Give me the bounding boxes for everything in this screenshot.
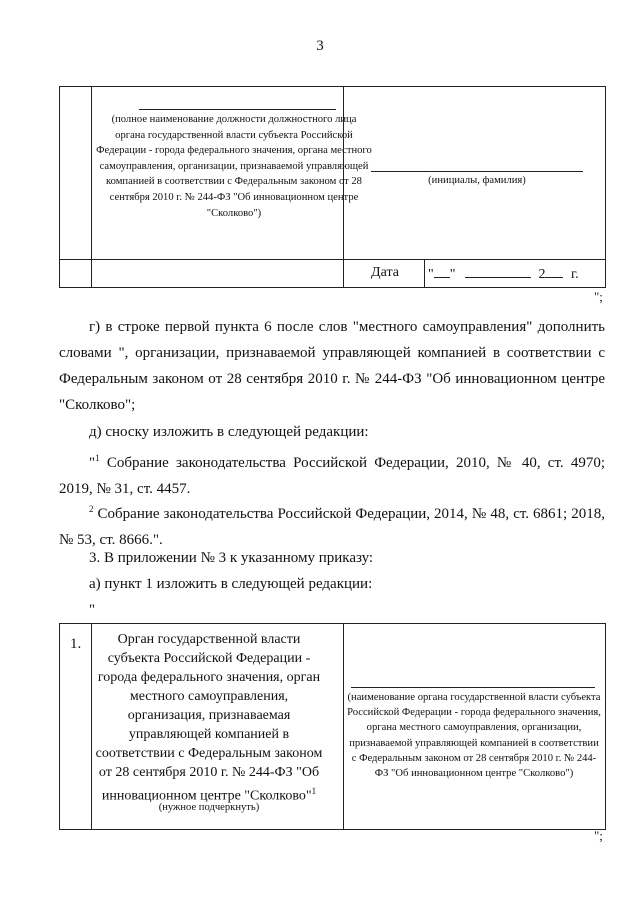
organization-name-line xyxy=(351,687,595,688)
organization-footnote-mark: 1 xyxy=(311,786,317,796)
footnote-2-text: Собрание законодательства Российской Федерации, 2014, № 48, ст. 6861; 2018, № 53, ст. 8666.". xyxy=(59,506,605,548)
table1-end-mark: "; xyxy=(594,289,603,304)
year-prefix: 2 xyxy=(538,267,546,282)
paragraph-d: д) сноску изложить в следующей редакции: xyxy=(89,424,369,440)
position-line xyxy=(139,109,336,110)
date-fields xyxy=(428,263,608,283)
column-divider xyxy=(91,624,92,829)
date-open-quote: " xyxy=(428,267,434,282)
organization-name-caption: (наименование органа государственной власти субъекта Российской Федерации - города федерального значения, органа местного самоуправления, организации, признаваемой управляющей компанией в соответствии с Федеральным законом от 28 сентября 2010 г. № 244-ФЗ "Об инновационном центре "Сколково") xyxy=(347,692,601,780)
organization-table xyxy=(59,623,606,830)
paragraph-a: а) пункт 1 изложить в следующей редакции: xyxy=(89,576,373,592)
table2-end-mark: "; xyxy=(594,828,603,843)
position-caption: (полное наименование должности должностного лица органа государственной власти субъекта Российской Федерации - города федерального значения, органа местного самоуправления, организации, признаваемой управляющей компанией в соответствии с Федеральным законом от 28 сентября 2010 г. № 244-ФЗ "Об инновационном центре "Сколково") xyxy=(96,114,372,219)
year-suffix: г. xyxy=(570,267,579,282)
date-close-quote: " xyxy=(449,267,456,282)
month-blank xyxy=(465,263,531,278)
column-divider xyxy=(343,624,344,829)
name-caption: (инициалы, фамилия) xyxy=(428,175,526,186)
name-line xyxy=(371,171,583,172)
row-divider xyxy=(60,259,605,260)
date-label: Дата xyxy=(371,265,399,280)
footnote-1-text: Собрание законодательства Российской Федерации, 2010, № 40, ст. 4970; 2019, № 31, ст. 4457. xyxy=(59,455,605,497)
organization-note: (нужное подчеркнуть) xyxy=(158,802,260,813)
footnote-1-mark: 1 xyxy=(95,453,100,463)
signature-table xyxy=(59,86,606,288)
footnote-2-mark: 2 xyxy=(89,504,94,514)
open-quote: " xyxy=(89,602,96,618)
footnote-1 xyxy=(59,445,605,502)
row-number: 1. xyxy=(70,636,82,652)
page-number: 3 xyxy=(316,38,324,54)
organization-text xyxy=(94,630,324,806)
paragraph-g: г) в строке первой пункта 6 после слов "местного самоуправления" дополнить словами ", организации, признаваемой управляющей компанией в соответствии с Федеральным законом от 28 сентября 2010 г. № 244-ФЗ "Об инновационном центре "Сколково"; xyxy=(59,319,605,413)
day-blank xyxy=(434,263,450,278)
year-blank xyxy=(545,263,563,278)
footnote-1-quote: " xyxy=(89,455,96,471)
paragraph-appendix: 3. В приложении № 3 к указанному приказу: xyxy=(89,550,374,566)
organization-text-body: Орган государственной власти субъекта Российской Федерации - города федерального значения, орган местного самоуправления, организация, признаваемая управляющей компанией в соответствии с Федеральным законом от 28 сентября 2010 г. № 244-ФЗ "Об инновационном центре "Сколково" xyxy=(95,632,323,804)
